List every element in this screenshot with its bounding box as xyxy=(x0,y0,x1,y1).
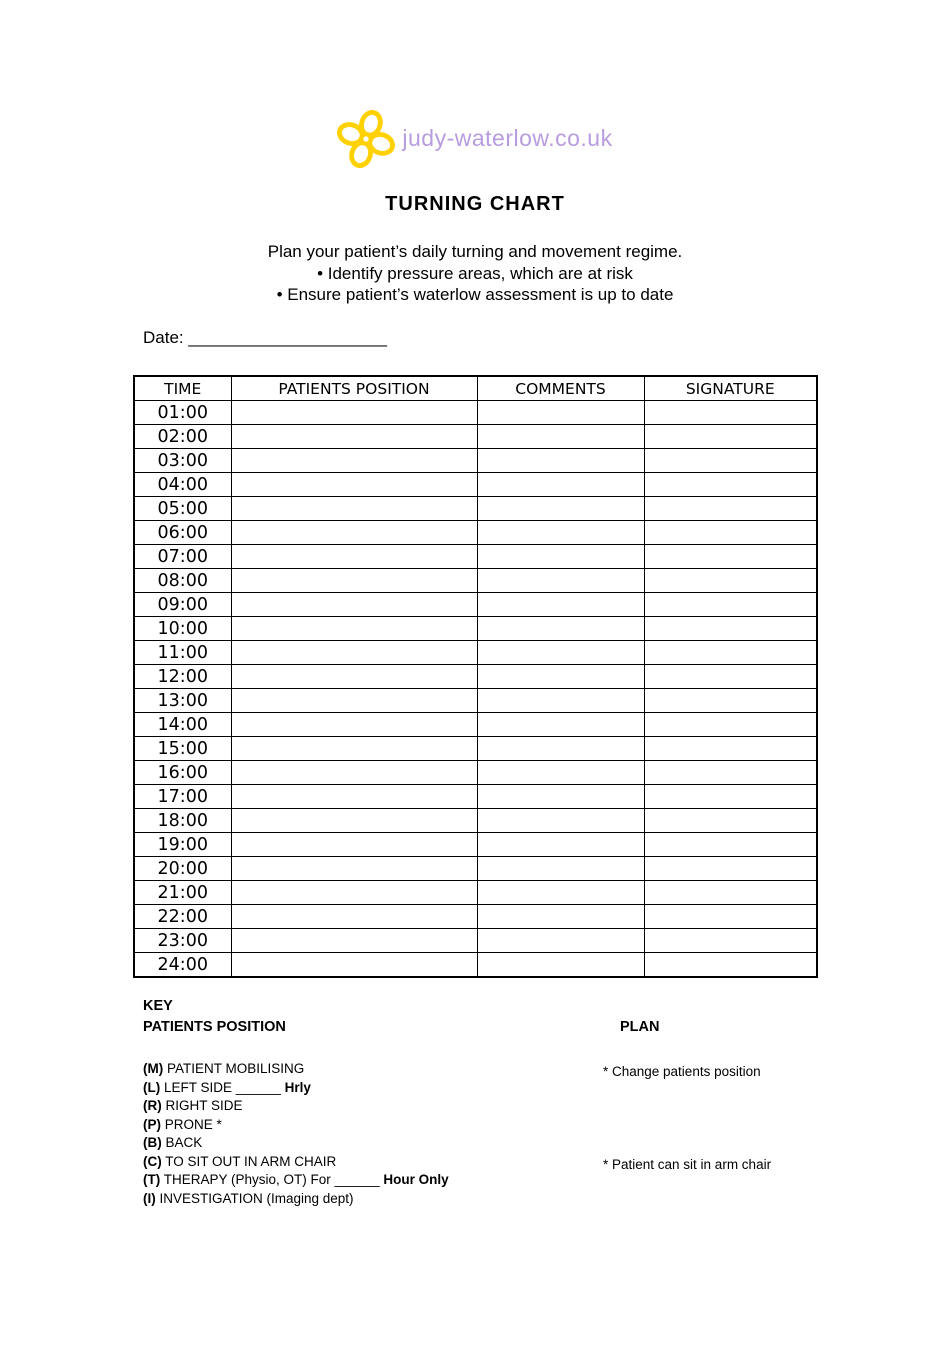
table-row xyxy=(134,737,817,761)
key-item xyxy=(143,1190,449,1209)
comments-cell[interactable] xyxy=(477,737,644,761)
key-item-code: (M) xyxy=(143,1061,164,1076)
comments-cell[interactable] xyxy=(477,761,644,785)
key-item xyxy=(143,1134,449,1153)
comments-cell[interactable] xyxy=(477,593,644,617)
position-cell[interactable] xyxy=(231,953,477,978)
position-cell[interactable] xyxy=(231,785,477,809)
time-cell: 22:00 xyxy=(134,905,231,929)
time-cell: 05:00 xyxy=(134,497,231,521)
signature-cell[interactable] xyxy=(644,953,817,978)
time-cell: 15:00 xyxy=(134,737,231,761)
comments-cell[interactable] xyxy=(477,425,644,449)
plan-item-change-position: * Change patients position xyxy=(603,1064,761,1079)
table-row xyxy=(134,665,817,689)
time-cell: 11:00 xyxy=(134,641,231,665)
comments-cell[interactable] xyxy=(477,713,644,737)
position-cell[interactable] xyxy=(231,689,477,713)
comments-cell[interactable] xyxy=(477,689,644,713)
comments-cell[interactable] xyxy=(477,833,644,857)
key-item xyxy=(143,1171,449,1190)
comments-cell[interactable] xyxy=(477,449,644,473)
header-comments: COMMENTS xyxy=(477,376,644,401)
time-cell: 07:00 xyxy=(134,545,231,569)
signature-cell[interactable] xyxy=(644,713,817,737)
comments-cell[interactable] xyxy=(477,473,644,497)
time-cell: 08:00 xyxy=(134,569,231,593)
table-row xyxy=(134,881,817,905)
table-row xyxy=(134,569,817,593)
table-row xyxy=(134,953,817,978)
time-cell: 16:00 xyxy=(134,761,231,785)
signature-cell[interactable] xyxy=(644,425,817,449)
table-row xyxy=(134,473,817,497)
comments-cell[interactable] xyxy=(477,569,644,593)
key-item xyxy=(143,1097,449,1116)
table-row xyxy=(134,641,817,665)
signature-cell[interactable] xyxy=(644,929,817,953)
signature-cell[interactable] xyxy=(644,569,817,593)
date-blank[interactable]: _____________________ xyxy=(188,328,387,347)
position-cell[interactable] xyxy=(231,857,477,881)
comments-cell[interactable] xyxy=(477,641,644,665)
signature-cell[interactable] xyxy=(644,785,817,809)
table-row xyxy=(134,905,817,929)
table-row xyxy=(134,785,817,809)
time-cell: 06:00 xyxy=(134,521,231,545)
comments-cell[interactable] xyxy=(477,905,644,929)
signature-cell[interactable] xyxy=(644,521,817,545)
logo xyxy=(0,108,950,168)
comments-cell[interactable] xyxy=(477,785,644,809)
table-row xyxy=(134,857,817,881)
comments-cell[interactable] xyxy=(477,881,644,905)
signature-cell[interactable] xyxy=(644,905,817,929)
key-item-code: (P) xyxy=(143,1116,161,1132)
comments-cell[interactable] xyxy=(477,857,644,881)
position-cell[interactable] xyxy=(231,425,477,449)
key-item xyxy=(143,1060,449,1079)
position-cell[interactable] xyxy=(231,737,477,761)
position-cell[interactable] xyxy=(231,929,477,953)
signature-cell[interactable] xyxy=(644,617,817,641)
date-row xyxy=(143,328,387,348)
position-cell[interactable] xyxy=(231,401,477,425)
key-items xyxy=(143,1060,449,1208)
position-cell[interactable] xyxy=(231,641,477,665)
position-cell[interactable] xyxy=(231,449,477,473)
key-item-bold-suffix: Hour Only xyxy=(383,1172,449,1187)
position-cell[interactable] xyxy=(231,665,477,689)
comments-cell[interactable] xyxy=(477,497,644,521)
key-item-code: (C) xyxy=(143,1153,162,1169)
table-row xyxy=(134,833,817,857)
position-cell[interactable] xyxy=(231,617,477,641)
position-cell[interactable] xyxy=(231,521,477,545)
signature-cell[interactable] xyxy=(644,809,817,833)
header-time: TIME xyxy=(134,376,231,401)
time-cell: 14:00 xyxy=(134,713,231,737)
plan-heading: PLAN xyxy=(620,1019,660,1035)
turning-table xyxy=(133,375,818,978)
position-cell[interactable] xyxy=(231,473,477,497)
key-item xyxy=(143,1079,449,1098)
key-heading: KEY xyxy=(143,998,173,1014)
key-item-text: PATIENT MOBILISING xyxy=(163,1061,305,1076)
key-item xyxy=(143,1116,449,1135)
position-cell[interactable] xyxy=(231,809,477,833)
position-cell[interactable] xyxy=(231,761,477,785)
key-subheading: PATIENTS POSITION xyxy=(143,1019,286,1035)
time-cell: 23:00 xyxy=(134,929,231,953)
signature-cell[interactable] xyxy=(644,593,817,617)
position-cell[interactable] xyxy=(231,545,477,569)
table-row xyxy=(134,761,817,785)
key-item-bold-suffix: Hrly xyxy=(284,1079,311,1095)
table-row xyxy=(134,401,817,425)
date-label: Date: xyxy=(143,328,189,347)
key-item-text: THERAPY (Physio, OT) For ______ xyxy=(160,1172,384,1187)
signature-cell[interactable] xyxy=(644,641,817,665)
intro-line: Plan your patient’s daily turning and movement regime. xyxy=(267,242,683,261)
signature-cell[interactable] xyxy=(644,449,817,473)
time-cell: 02:00 xyxy=(134,425,231,449)
position-cell[interactable] xyxy=(231,881,477,905)
position-cell[interactable] xyxy=(231,713,477,737)
table-row xyxy=(134,545,817,569)
time-cell: 21:00 xyxy=(134,881,231,905)
position-cell[interactable] xyxy=(231,569,477,593)
signature-cell[interactable] xyxy=(644,881,817,905)
key-item-text: BACK xyxy=(161,1135,203,1150)
intro-text xyxy=(0,241,950,306)
signature-cell[interactable] xyxy=(644,833,817,857)
signature-cell[interactable] xyxy=(644,761,817,785)
table-row xyxy=(134,809,817,833)
key-item-code: (R) xyxy=(143,1098,162,1113)
signature-cell[interactable] xyxy=(644,545,817,569)
time-cell: 04:00 xyxy=(134,473,231,497)
time-cell: 24:00 xyxy=(134,953,231,978)
signature-cell[interactable] xyxy=(644,665,817,689)
time-cell: 17:00 xyxy=(134,785,231,809)
key-item-text: LEFT SIDE ______ xyxy=(160,1079,285,1095)
table-row xyxy=(134,689,817,713)
plan-item-sit-arm-chair: * Patient can sit in arm chair xyxy=(603,1157,772,1172)
comments-cell[interactable] xyxy=(477,953,644,978)
table-row xyxy=(134,929,817,953)
comments-cell[interactable] xyxy=(477,401,644,425)
time-cell: 19:00 xyxy=(134,833,231,857)
table-header-row xyxy=(134,376,817,401)
time-cell: 09:00 xyxy=(134,593,231,617)
logo-text: judy-waterlow.co.uk xyxy=(402,125,613,151)
position-cell[interactable] xyxy=(231,833,477,857)
table-row xyxy=(134,497,817,521)
key-item-code: (B) xyxy=(143,1135,162,1150)
signature-cell[interactable] xyxy=(644,401,817,425)
time-cell: 03:00 xyxy=(134,449,231,473)
time-cell: 18:00 xyxy=(134,809,231,833)
comments-cell[interactable] xyxy=(477,521,644,545)
comments-cell[interactable] xyxy=(477,809,644,833)
table-row xyxy=(134,593,817,617)
table-row xyxy=(134,449,817,473)
position-cell[interactable] xyxy=(231,497,477,521)
time-cell: 13:00 xyxy=(134,689,231,713)
header-patients-position: PATIENTS POSITION xyxy=(231,376,477,401)
key-item-code: (I) xyxy=(143,1190,156,1206)
table-row xyxy=(134,713,817,737)
key-item-text: INVESTIGATION (Imaging dept) xyxy=(155,1190,354,1206)
key-item-text: TO SIT OUT IN ARM CHAIR xyxy=(161,1153,337,1169)
key-item-code: (T) xyxy=(143,1172,161,1187)
table-row xyxy=(134,617,817,641)
time-cell: 01:00 xyxy=(134,401,231,425)
table-row xyxy=(134,425,817,449)
flower-icon xyxy=(337,108,395,168)
intro-bullet-1: • Identify pressure areas, which are at risk xyxy=(317,263,633,283)
comments-cell[interactable] xyxy=(477,617,644,641)
header-signature: SIGNATURE xyxy=(644,376,817,401)
table-row xyxy=(134,521,817,545)
intro-bullet-2: • Ensure patient’s waterlow assessment is up to date xyxy=(276,285,674,304)
time-cell: 20:00 xyxy=(134,857,231,881)
time-cell: 12:00 xyxy=(134,665,231,689)
key-item-text: RIGHT SIDE xyxy=(161,1098,243,1113)
signature-cell[interactable] xyxy=(644,689,817,713)
signature-cell[interactable] xyxy=(644,497,817,521)
signature-cell[interactable] xyxy=(644,473,817,497)
comments-cell[interactable] xyxy=(477,929,644,953)
time-cell: 10:00 xyxy=(134,617,231,641)
position-cell[interactable] xyxy=(231,905,477,929)
signature-cell[interactable] xyxy=(644,857,817,881)
position-cell[interactable] xyxy=(231,593,477,617)
page-title: TURNING CHART xyxy=(385,193,565,215)
key-item xyxy=(143,1153,449,1172)
comments-cell[interactable] xyxy=(477,545,644,569)
key-item-code: (L) xyxy=(143,1079,161,1095)
signature-cell[interactable] xyxy=(644,737,817,761)
key-item-text: PRONE * xyxy=(161,1116,222,1132)
comments-cell[interactable] xyxy=(477,665,644,689)
